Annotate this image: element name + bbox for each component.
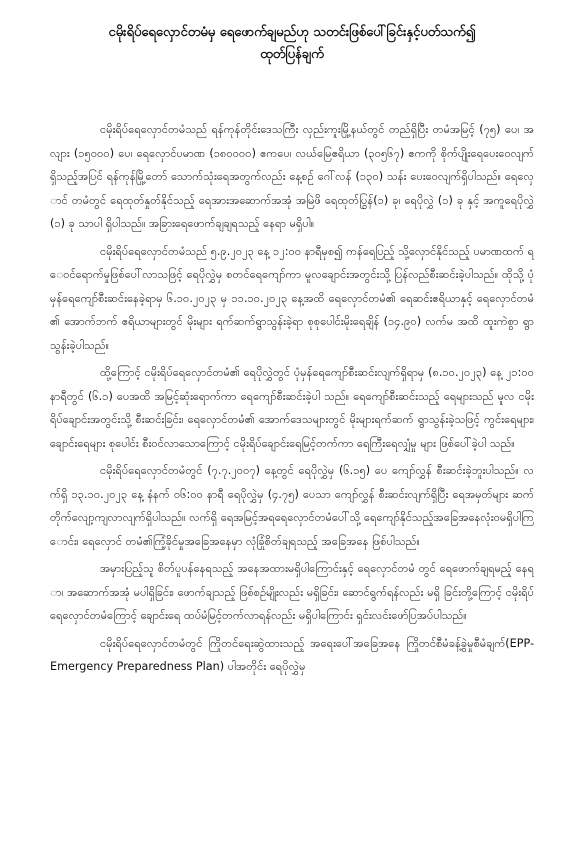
title-line-2: ထုတ်ပြန်ချက် (260, 47, 324, 62)
paragraph-5: အမှားပြည့်သူ စိတ်ပူပန်နေရသည့် အနေအထားမရှိပါကြောင်းနှင့် ရေလှောင်တမံ တွင် ရေဖောက်ချရမည့် နေရာ၊ အဆောက်အအုံ မပါရှိခြင်း၊ ဖောက်ချသည့် ဖြစ်စဉ်မျိုးလည်း မရှိခြင်း၊ ဆောင်ရွက်ရန်လည်း မရှိ ခြင်းတို့ကြောင့် ငမိုးရိပ်ရေလှောင်တမံကြောင့် ချောင်းရေ ထပ်မံမြင့်တက်လာရန်လည်း မရှိပါကြောင်း ရှင်းလင်းဖော်ပြအပ်ပါသည်။ (50, 562, 534, 622)
title-line-1: ငမိုးရိပ်ရေလှောင်တမံမှ ရေဖောက်ချမည်ဟု သတင်းဖြစ်ပေါ်ခြင်းနှင့်ပတ်သက်၍ (108, 25, 476, 40)
document-body (50, 118, 534, 679)
paragraph-2: ငမိုးရိပ်ရေလှောင်တမံသည် ၅.၉.၂၀၂၃ နေ့ ၁၂:၀၀ နာရီမှစ၍ ကန်ရေပြည့် သို့လှောင်နိုင်သည့် ပမာဏထက် ရေဝင်ရောက်မှုဖြစ်ပေါ်လာသဖြင့် ရေပိုလွှဲမှ စတင်ရေကျော်ကာ မူလချောင်းအတွင်းသို့ ပြန်လည်စီးဆင်းခဲ့ပါသည်။ ထိုသို့ ပုံမှန်ရေကျော်စီးဆင်းနေခဲ့ရာမှ ၆.၁၀.၂၀၂၃ မှ ၁၁.၁၀.၂၀၂၃ နေ့အထိ ရေလှောင်တမံ၏ ရေဆင်းဧရိယာနှင့် ရေလှောင်တမံ၏ အောက်ဘက် ဧရိယာများတွင် မိုးများ ရက်ဆက်ရွာသွန်းခဲ့ရာ စုစုပေါင်းမိုးရေချိန် (၁၄.၉၀) လက်မ အထိ ထူးကဲစွာ ရွာသွန်းခဲ့ပါသည်။ (50, 244, 534, 352)
paragraph-3: ထို့ကြောင့် ငမိုးရိပ်ရေလှောင်တမံ၏ ရေပိုလွှဲတွင် ပုံမှန်ရေကျော်စီးဆင်းလျက်ရှိရာမှ (၈.၁၀.၂၀၂၃) နေ့ ၂၁:၀၀ နာရီတွင် (၆.၁) ပေအထိ အမြင့်ဆုံးရောက်ကာ ရေကျော်စီးဆင်းခဲ့ပါ သည်။ ရေကျော်စီးဆင်းသည့် ရေများသည် မူလ ငမိုးရိပ်ချောင်းအတွင်းသို့ စီးဆင်းခြင်း၊ ရေလှောင်တမံ၏ အောက်ဒေသများတွင် မိုးများရက်ဆက် ရွာသွန်းခဲ့သဖြင့် ကွင်းရေများ၊ ချောင်းရေများ စုပေါင်း စီးဝင်လာသောကြောင့် ငမိုးရိပ်ချောင်းရေမြင့်တက်ကာ ရေကြီးရေလျှံမှု များ ဖြစ်ပေါ်ခဲ့ပါ သည်။ (50, 366, 534, 450)
paragraph-4: ငမိုးရိပ်ရေလှောင်တမံတွင် (၇.၇.၂၀၀၇) နေ့တွင် ရေပိုလွှဲမှ (၆.၁၅) ပေ ကျော်လွှန် စီးဆင်းခဲ့ဘူးပါသည်။ လက်ရှိ ၁၃.၁၀.၂၀၂၃ နေ့ နံနက် ၀၆:၀၀ နာရီ ရေပိုလွှဲမှ (၄.၇၅) ပေသာ ကျော်လွှန် စီးဆင်းလျက်ရှိပြီး ရေအမှတ်များ ဆက်တိုက်လျော့ကျလာလျက်ရှိပါသည်။ လက်ရှိ ရေအမြင့်အရရေလှောင်တမံပေါ်သို့ ရေကျော်နိုင်သည့်အခြေအနေလုံးဝမရှိပါကြောင်း၊ ရေလှောင် တမံ၏ကြံ့ခိုင်မှုအခြေအနေမှာ လုံခြုံစိတ်ချရသည့် အခြေအနေ ဖြစ်ပါသည်။ (50, 464, 534, 548)
paragraph-6: ငမိုးရိပ်ရေလှောင်တမံတွင် ကြိုတင်ရေးဆွဲထားသည့် အရေးပေါ်အခြေအနေ ကြိုတင်စီမံခန့်ခွဲမှုစီမံချက်(EPP- Emergency Preparedness Plan) ပါအတိုင်း ရေပိုလွှဲမှ (50, 636, 534, 673)
document-title (50, 22, 534, 66)
paragraph-1: ငမိုးရိပ်ရေလှောင်တမံသည် ရန်ကုန်တိုင်းဒေသကြီး လှည်းကူးမြို့နယ်တွင် တည်ရှိပြီး တမံအမြင့် (၇၅) ပေ၊ အလျား (၁၅၀၀၀) ပေ၊ ရေလှောင်ပမာဏ (၁၈၀၀၀၀) ဧကပေ၊ လယ်မြေဧရိယာ (၃၀၅၆၇) ဧကကို စိုက်ပျိုးရေပေးဝေလျက်ရှိသည့်အပြင် ရန်ကုန်မြို့တော် သောက်သုံးရေအတွက်လည်း နေ့စဉ် ဂေါ်လန် (၁၃၀) သန်း ပေးဝေလျက်ရှိပါသည်။ ရေလှောင် တမံတွင် ရေထုတ်နှုတ်နိုင်သည့် ရေအားအဆောက်အအုံ အမြဲဖိ ရေထုတ်ပြွန်(၁) ခု၊ ရေပိုလွှဲ (၁) ခု နှင့် အကူရေပိုလွှဲ (၁) ခု သာပါ ရှိပါသည်။ အခြားရေဖောက်ချချရသည့် နေရာ မရှိပါ။ (50, 123, 534, 230)
